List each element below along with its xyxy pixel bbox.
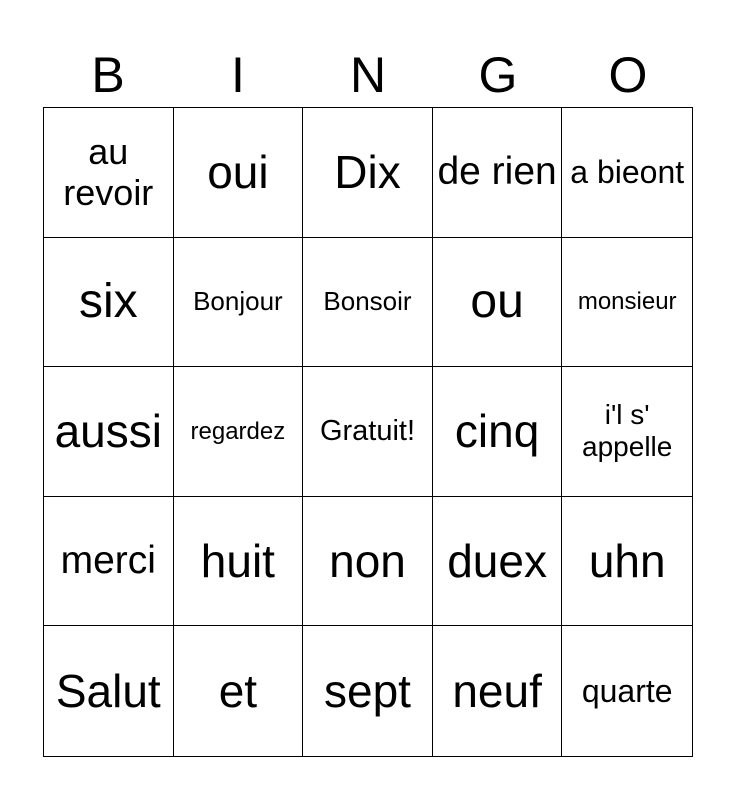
bingo-cell[interactable] (174, 497, 304, 627)
cell-text: oui (207, 145, 269, 198)
cell-text: merci (60, 538, 156, 582)
cell-text: a bieont (570, 153, 685, 190)
bingo-cell[interactable] (174, 626, 304, 756)
cell-text: et (218, 664, 258, 717)
bingo-cell[interactable] (303, 238, 433, 368)
cell-text: Bonjour (193, 285, 283, 316)
bingo-cell[interactable] (174, 367, 304, 497)
bingo-cell[interactable] (44, 108, 174, 238)
bingo-cell[interactable] (562, 626, 692, 756)
cell-text: duex (447, 534, 547, 587)
header-letter-n: N (349, 47, 387, 103)
header-letter-g: G (478, 47, 518, 103)
cell-text: quarte (581, 672, 673, 709)
bingo-cell[interactable] (303, 626, 433, 756)
cell-text: neuf (452, 664, 542, 717)
cell-text: i'l s' appelle (582, 399, 673, 463)
cell-text: au revoir (63, 130, 154, 214)
cell-text: regardez (190, 417, 286, 445)
bingo-cell[interactable] (562, 367, 692, 497)
cell-text: huit (200, 534, 275, 587)
header-letter-b: B (91, 47, 125, 103)
cell-text: ou (470, 275, 524, 329)
bingo-header (43, 44, 693, 106)
bingo-cell[interactable] (44, 238, 174, 368)
bingo-cell[interactable] (303, 108, 433, 238)
bingo-cell[interactable] (303, 497, 433, 627)
bingo-cell[interactable] (562, 108, 692, 238)
header-letter-o: O (608, 47, 648, 103)
bingo-cell[interactable] (433, 367, 563, 497)
bingo-cell[interactable] (433, 626, 563, 756)
bingo-cell[interactable] (44, 497, 174, 627)
cell-text: non (329, 534, 406, 587)
bingo-cell[interactable] (562, 238, 692, 368)
header-letter-i: I (231, 47, 245, 103)
bingo-board (43, 107, 693, 757)
bingo-cell[interactable] (44, 626, 174, 756)
bingo-cell[interactable] (562, 497, 692, 627)
bingo-cell[interactable] (433, 108, 563, 238)
cell-text: de rien (437, 149, 557, 193)
bingo-cell[interactable] (174, 108, 304, 238)
bingo-cell[interactable] (433, 497, 563, 627)
cell-text: uhn (588, 534, 666, 587)
cell-text: aussi (54, 405, 162, 458)
cell-text: Salut (55, 664, 161, 717)
bingo-cell[interactable] (174, 238, 304, 368)
cell-text: Gratuit! (319, 414, 416, 447)
cell-text: monsieur (577, 288, 677, 316)
bingo-cell[interactable] (303, 367, 433, 497)
cell-text: cinq (454, 405, 540, 458)
bingo-cell[interactable] (44, 367, 174, 497)
bingo-cell[interactable] (433, 238, 563, 368)
cell-text: Dix (334, 145, 401, 198)
cell-text: Bonsoir (323, 285, 412, 316)
cell-text: sept (324, 664, 411, 717)
cell-text: six (78, 275, 138, 329)
